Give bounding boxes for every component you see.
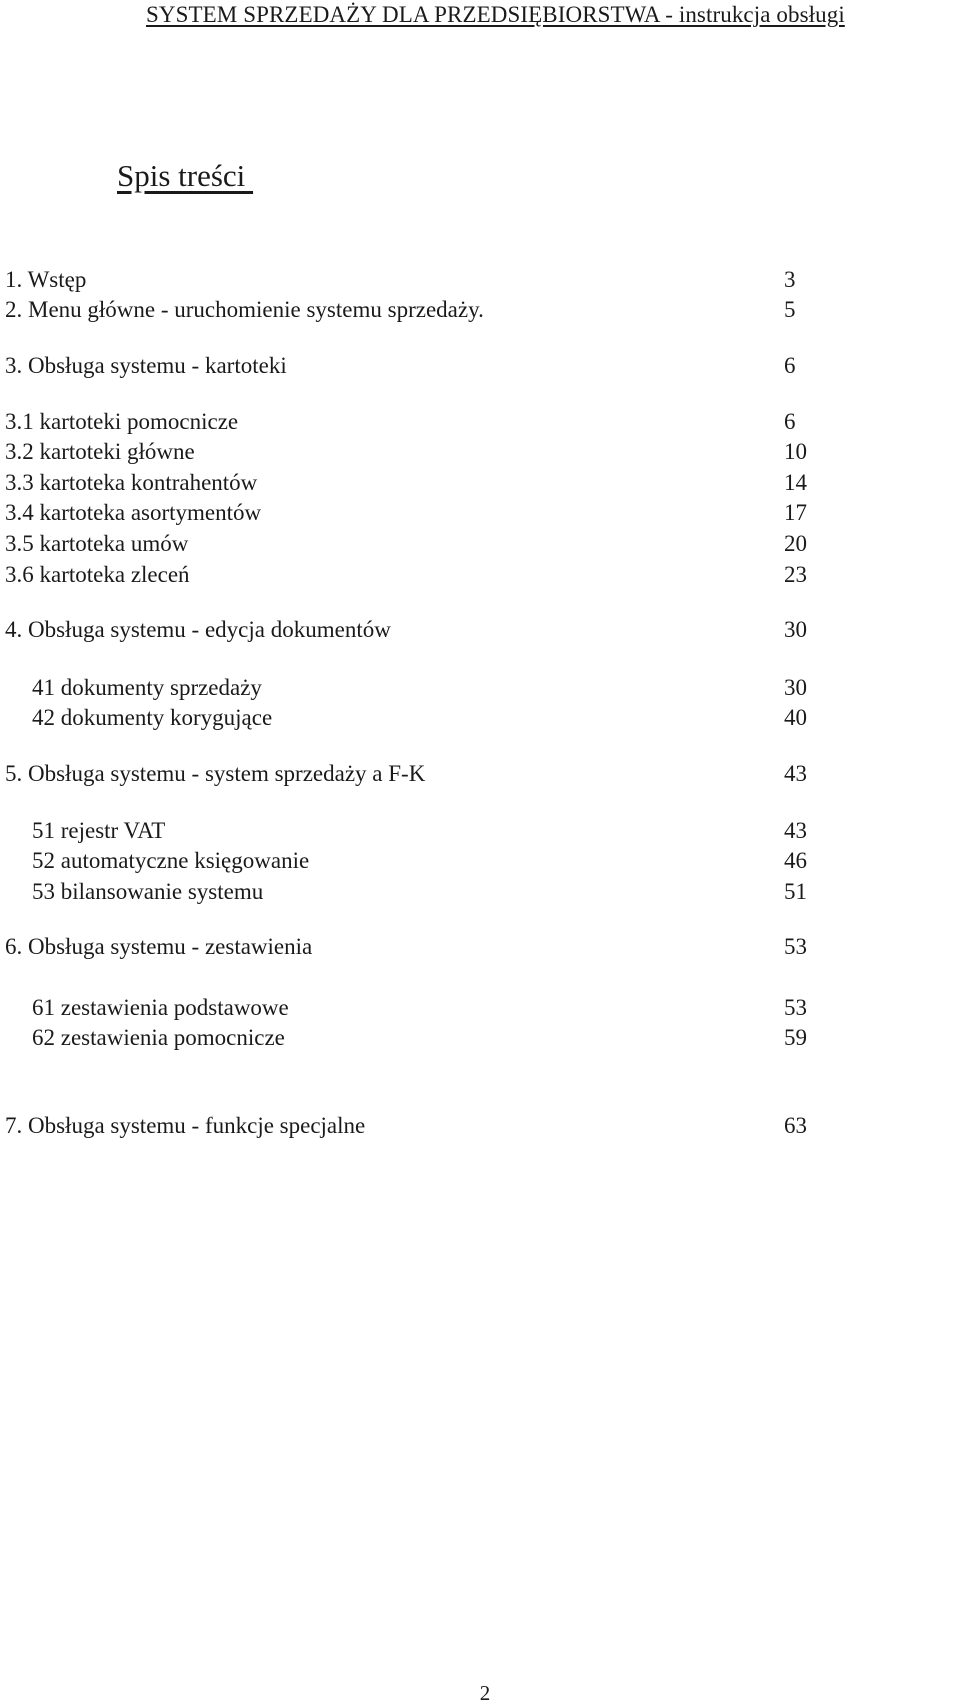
toc-subentry bbox=[0, 437, 960, 467]
toc-entry-label: 2. Menu główne - uruchomienie systemu sprzedaży. bbox=[5, 297, 484, 322]
toc-entry-page: 59 bbox=[784, 1025, 807, 1050]
toc-entry-label: 6. Obsługa systemu - zestawienia bbox=[5, 934, 313, 959]
toc-entry-label: 42 dokumenty korygujące bbox=[32, 705, 273, 730]
toc-subentry bbox=[0, 877, 960, 907]
toc-entry-label: 7. Obsługa systemu - funkcje specjalne bbox=[5, 1113, 366, 1138]
toc-entry-page: 20 bbox=[784, 531, 807, 556]
toc-subentry bbox=[0, 468, 960, 498]
toc-entry-page: 51 bbox=[784, 879, 807, 904]
toc-entry-label: 52 automatyczne księgowanie bbox=[32, 848, 310, 873]
toc-entry-page: 3 bbox=[784, 267, 796, 292]
toc-entry-page: 23 bbox=[784, 562, 807, 587]
toc-entry-label: 62 zestawienia pomocnicze bbox=[32, 1025, 285, 1050]
toc-subentry bbox=[0, 703, 960, 733]
toc-entry-page: 40 bbox=[784, 705, 807, 730]
document-header: SYSTEM SPRZEDAŻY DLA PRZEDSIĘBIORSTWA - instrukcja obsługi bbox=[146, 2, 845, 27]
toc-entry bbox=[0, 1111, 960, 1141]
toc-entry-label: 3.5 kartoteka umów bbox=[5, 531, 189, 556]
toc-entry-page: 63 bbox=[784, 1113, 807, 1138]
toc-subentry bbox=[0, 498, 960, 528]
toc-entry-page: 30 bbox=[784, 675, 807, 700]
toc-entry-label: 3. Obsługa systemu - kartoteki bbox=[5, 353, 287, 378]
toc-entry bbox=[0, 351, 960, 381]
toc-entry-label: 3.2 kartoteki główne bbox=[5, 439, 195, 464]
toc-entry-label: 53 bilansowanie systemu bbox=[32, 879, 264, 904]
toc-entry-page: 53 bbox=[784, 934, 807, 959]
toc-entry bbox=[0, 615, 960, 645]
toc-subentry bbox=[0, 993, 960, 1023]
toc-entry bbox=[0, 759, 960, 789]
toc-entry-label: 51 rejestr VAT bbox=[32, 818, 166, 843]
toc-entry-label: 3.4 kartoteka asortymentów bbox=[5, 500, 262, 525]
toc-entry-label: 1. Wstęp bbox=[5, 267, 87, 292]
toc-subentry bbox=[0, 673, 960, 703]
toc-title: Spis treści bbox=[117, 158, 254, 193]
toc-subentry bbox=[0, 816, 960, 846]
toc-entry-label: 61 zestawienia podstawowe bbox=[32, 995, 289, 1020]
toc-entry-page: 6 bbox=[784, 353, 796, 378]
toc-entry bbox=[0, 295, 960, 325]
toc-entry-page: 46 bbox=[784, 848, 807, 873]
toc-entry-page: 10 bbox=[784, 439, 807, 464]
toc-subentry bbox=[0, 846, 960, 876]
toc-entry-page: 17 bbox=[784, 500, 807, 525]
toc-entry-page: 53 bbox=[784, 995, 807, 1020]
toc-entry bbox=[0, 932, 960, 962]
toc-subentry bbox=[0, 1023, 960, 1053]
toc-entry-label: 3.6 kartoteka zleceń bbox=[5, 562, 190, 587]
toc-entry-page: 43 bbox=[784, 761, 807, 786]
toc-entry-page: 14 bbox=[784, 470, 807, 495]
toc-entry-label: 41 dokumenty sprzedaży bbox=[32, 675, 262, 700]
toc-entry-label: 3.3 kartoteka kontrahentów bbox=[5, 470, 258, 495]
toc-entry-page: 5 bbox=[784, 297, 796, 322]
toc-subentry bbox=[0, 407, 960, 437]
toc-entry-page: 30 bbox=[784, 617, 807, 642]
toc-entry-label: 4. Obsługa systemu - edycja dokumentów bbox=[5, 617, 391, 642]
toc-entry-label: 3.1 kartoteki pomocnicze bbox=[5, 409, 239, 434]
toc-entry-page: 6 bbox=[784, 409, 796, 434]
toc-subentry bbox=[0, 560, 960, 590]
page-number: 2 bbox=[479, 1681, 491, 1705]
toc-subentry bbox=[0, 529, 960, 559]
toc-entry-label: 5. Obsługa systemu - system sprzedaży a F-K bbox=[5, 761, 426, 786]
toc-entry-page: 43 bbox=[784, 818, 807, 843]
toc-entry bbox=[0, 265, 960, 295]
